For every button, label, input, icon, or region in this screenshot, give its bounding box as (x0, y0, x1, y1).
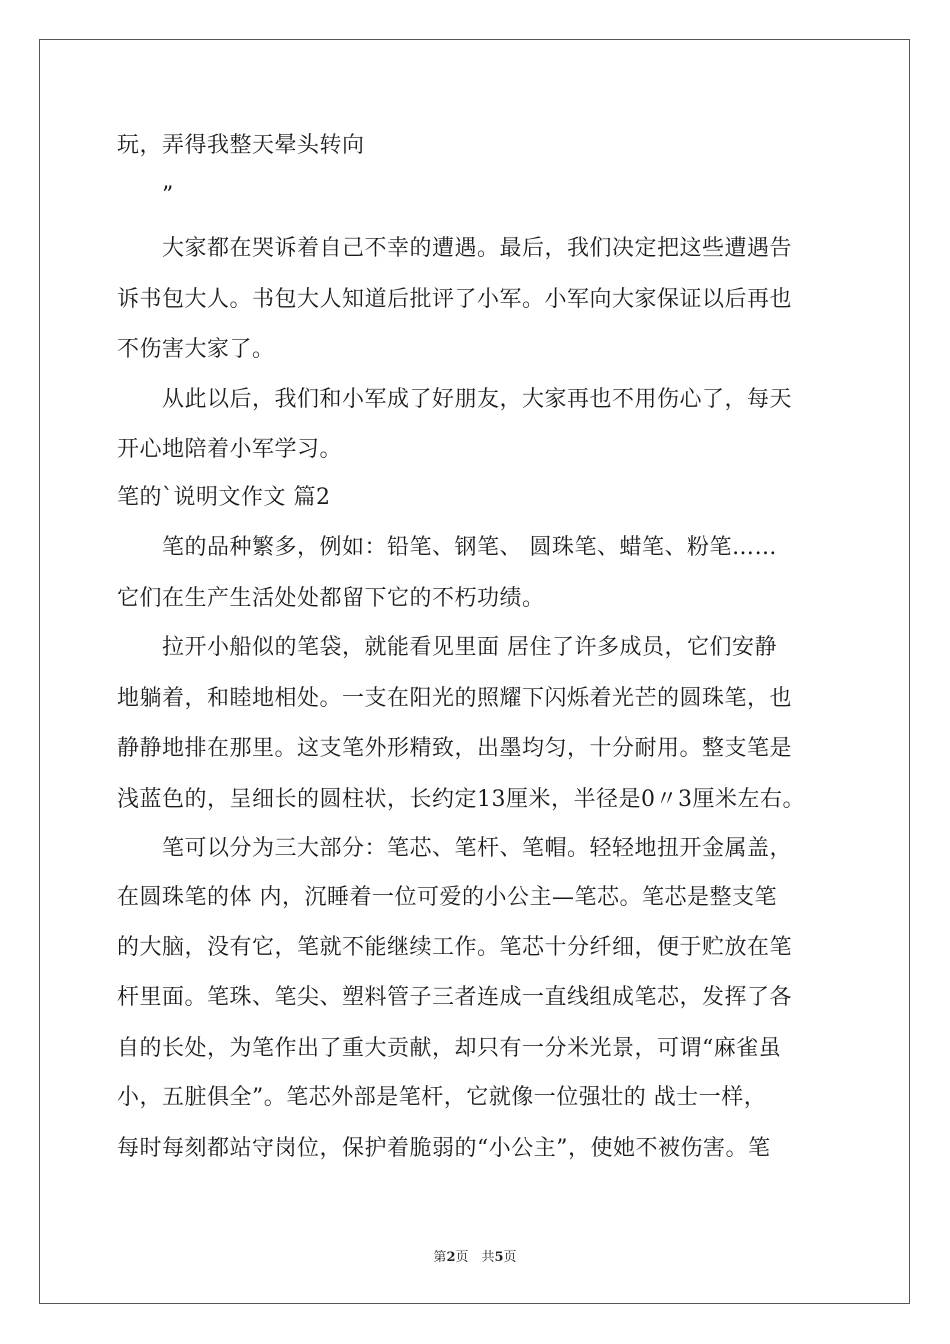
page-current: 2 (446, 1250, 456, 1265)
text-line: 自的长处，为笔作出了重大贡献，却只有一分米光景，可谓“麻雀虽 (117, 1036, 782, 1061)
page-suffix: 页 (503, 1250, 517, 1265)
text-line: 每时每刻都站守岗位，保护着脆弱的“小公主”，使她不被伤害。笔 (117, 1136, 771, 1161)
text-line: 的大脑，没有它，笔就不能继续工作。笔芯十分纤细，便于贮放在笔 (117, 935, 793, 960)
text-line: 玩，弄得我整天晕头转向 (117, 133, 365, 158)
text-line: 静静地排在那里。这支笔外形精致，出墨均匀，十分耐用。整支笔是 (117, 736, 793, 761)
text-line: 大家都在哭诉着自己不幸的遭遇。最后，我们决定把这些遭遇告 (117, 236, 793, 261)
text-line: 小，五脏俱全”。笔芯外部是笔杆，它就像一位强壮的 战士一样， (117, 1085, 767, 1110)
text-line: 不伤害大家了。 (117, 337, 275, 362)
text-line: 浅蓝色的，呈细长的圆柱状，长约定13厘米，半径是0〃3厘米左右。 (117, 787, 805, 812)
text-line: 它们在生产生活处处都留下它的不朽功绩。 (117, 586, 545, 611)
text-line: 开心地陪着小军学习。 (117, 437, 343, 462)
page-total: 5 (494, 1250, 504, 1265)
text-line: 杆里面。笔珠、笔尖、塑料管子三者连成一直线组成笔芯，发挥了各 (117, 985, 793, 1010)
page-footer (0, 1249, 950, 1267)
page-prefix: 第 (433, 1250, 447, 1265)
text-line: 从此以后，我们和小军成了好朋友，大家再也不用伤心了，每天 (117, 387, 793, 412)
page-border (39, 39, 910, 1304)
text-line: ” (117, 183, 174, 208)
text-line: 拉开小船似的笔袋，就能看见里面 居住了许多成员，它们安静 (117, 635, 777, 660)
page-mid: 页 共 (455, 1250, 495, 1265)
section-heading: 笔的`说明文作文 篇2 (117, 485, 331, 510)
text-line: 诉书包大人。书包大人知道后批评了小军。小军向大家保证以后再也 (117, 287, 793, 312)
text-line: 笔的品种繁多，例如：铅笔、钢笔、 圆珠笔、蜡笔、粉笔…… (117, 535, 777, 560)
text-line: 在圆珠笔的体 内，沉睡着一位可爱的小公主—笔芯。笔芯是整支笔 (117, 885, 777, 910)
text-line: 笔可以分为三大部分：笔芯、笔杆、笔帽。轻轻地扭开金属盖， (117, 836, 793, 861)
text-line: 地躺着，和睦地相处。一支在阳光的照耀下闪烁着光芒的圆珠笔，也 (117, 686, 793, 711)
